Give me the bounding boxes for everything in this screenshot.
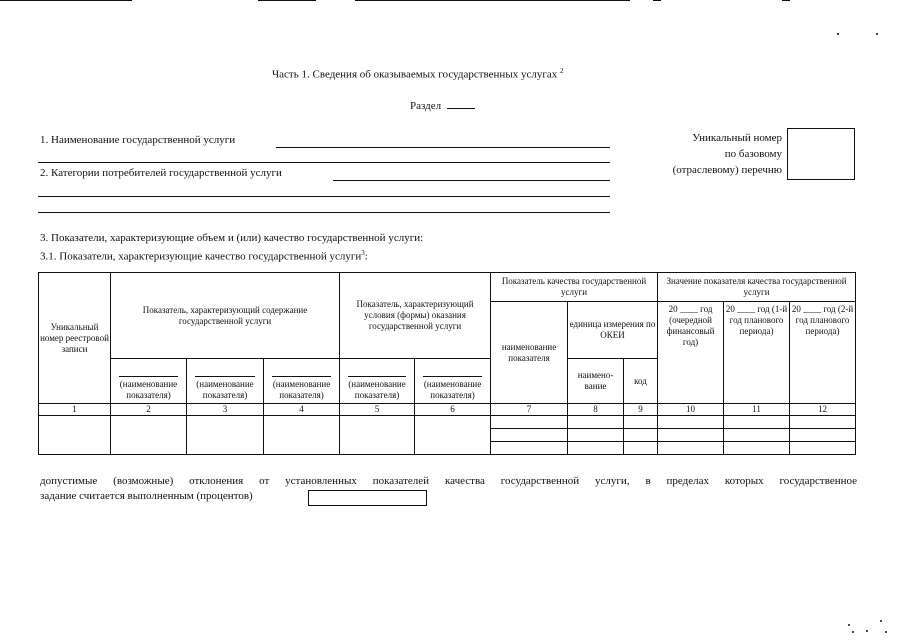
column-number: 4 xyxy=(264,404,340,416)
section31-title-text: 3.1. Показатели, характеризующие качество государственной услуги xyxy=(40,250,362,263)
part-title xyxy=(272,67,563,81)
consumers-label: 2. Категории потребителей государственной услуги xyxy=(40,167,282,179)
col-unit-name: наимено-вание xyxy=(568,359,624,404)
data-cell[interactable] xyxy=(658,429,724,442)
registry-label-line3: (отраслевому) перечню xyxy=(672,164,782,176)
column-number: 3 xyxy=(187,404,264,416)
registry-number-box[interactable] xyxy=(787,128,855,180)
column-number: 12 xyxy=(790,404,856,416)
scan-mark-line xyxy=(258,0,316,1)
scan-mark-line xyxy=(782,0,790,1)
deviation-percent-field[interactable] xyxy=(308,490,427,506)
data-cell[interactable] xyxy=(624,416,658,429)
registry-label-line1: Уникальный номер xyxy=(692,132,782,144)
scan-mark-line xyxy=(653,0,661,1)
data-cell[interactable] xyxy=(624,442,658,455)
section-number-field[interactable] xyxy=(447,108,475,109)
data-cell[interactable] xyxy=(568,416,624,429)
deviation-line1: допустимые (возможные) отклонения от установленных показателей качества государственной услуги, в пределах которых государственное xyxy=(40,475,857,487)
col-quality-indicator: Показатель качества государственной услуги xyxy=(491,273,658,302)
deviation-line2: задание считается выполненным (процентов) xyxy=(40,490,253,502)
sub-indicator-cell[interactable] xyxy=(111,359,187,404)
data-cell[interactable] xyxy=(340,416,415,455)
data-cell[interactable] xyxy=(111,416,187,455)
sub-indicator-label: (наименование показателя) xyxy=(196,379,254,400)
col-quality-name: наименование показателя xyxy=(491,302,568,404)
sub-indicator-cell[interactable] xyxy=(340,359,415,404)
scan-speck xyxy=(848,624,850,626)
data-cell[interactable] xyxy=(415,416,491,455)
data-cell[interactable] xyxy=(790,416,856,429)
table-row xyxy=(39,416,856,429)
sub-indicator-underline xyxy=(423,376,481,377)
col-year1: 20 ____ год (очередной финансовый год) xyxy=(658,302,724,404)
data-cell[interactable] xyxy=(658,442,724,455)
data-cell[interactable] xyxy=(724,416,790,429)
column-number: 7 xyxy=(491,404,568,416)
service-name-label: 1. Наименование государственной услуги xyxy=(40,134,236,146)
scan-speck xyxy=(876,33,878,35)
data-cell[interactable] xyxy=(187,416,264,455)
sub-indicator-cell[interactable] xyxy=(264,359,340,404)
column-number: 5 xyxy=(340,404,415,416)
sub-indicator-label: (наименование показателя) xyxy=(272,379,331,400)
data-cell[interactable] xyxy=(39,416,111,455)
scan-speck xyxy=(837,33,839,35)
quality-indicators-table xyxy=(38,272,856,455)
registry-label-line2: по базовому xyxy=(724,148,782,160)
sub-indicator-underline xyxy=(119,376,177,377)
deviation-paragraph xyxy=(40,474,857,504)
service-name-field[interactable] xyxy=(276,147,610,148)
data-cell[interactable] xyxy=(491,442,568,455)
data-cell[interactable] xyxy=(790,429,856,442)
col-unit-okei: единица измерения по ОКЕИ xyxy=(568,302,658,359)
sub-indicator-underline xyxy=(195,376,254,377)
sub-indicator-label: (наименование показателя) xyxy=(119,379,178,400)
data-cell[interactable] xyxy=(568,429,624,442)
consumers-field-line3[interactable] xyxy=(38,212,610,213)
column-number: 9 xyxy=(624,404,658,416)
column-number: 2 xyxy=(111,404,187,416)
column-number: 10 xyxy=(658,404,724,416)
scan-mark-line xyxy=(0,0,132,1)
data-cell[interactable] xyxy=(790,442,856,455)
sub-indicator-label: (наименование показателя) xyxy=(348,379,406,400)
column-number: 6 xyxy=(415,404,491,416)
data-cell[interactable] xyxy=(624,429,658,442)
data-cell[interactable] xyxy=(264,416,340,455)
section31-title: 3.1. Показатели, характеризующие качество государственной услуги$^3$: xyxy=(40,249,368,263)
consumers-field[interactable] xyxy=(333,180,610,181)
scan-mark-line xyxy=(355,0,630,1)
col-unit-code: код xyxy=(624,359,658,404)
scan-speck xyxy=(885,631,887,633)
column-number: 1 xyxy=(39,404,111,416)
col-year3: 20 ____ год (2-й год планового периода) xyxy=(790,302,856,404)
data-cell[interactable] xyxy=(658,416,724,429)
data-cell[interactable] xyxy=(724,442,790,455)
sub-indicator-label: (наименование показателя) xyxy=(423,379,482,400)
column-number: 8 xyxy=(568,404,624,416)
col-year2: 20 ____ год (1-й год планового периода) xyxy=(724,302,790,404)
sub-indicator-cell[interactable] xyxy=(187,359,264,404)
data-cell[interactable] xyxy=(568,442,624,455)
column-number: 11 xyxy=(724,404,790,416)
sub-indicator-underline xyxy=(348,376,406,377)
consumers-field-line2[interactable] xyxy=(38,196,610,197)
data-cell[interactable] xyxy=(491,429,568,442)
section-number xyxy=(410,100,475,112)
scan-speck xyxy=(852,631,854,633)
col-quality-value: Значение показателя качества государственной услуги xyxy=(658,273,856,302)
registry-label xyxy=(673,130,782,178)
section31-footnote: 3 xyxy=(361,249,365,257)
part-title-text: Часть 1. Сведения об оказываемых государственных услугах xyxy=(272,68,558,81)
col-content-indicator: Показатель, характеризующий содержание государственной услуги xyxy=(111,273,340,359)
scan-speck xyxy=(880,620,882,622)
part-footnote: 2 xyxy=(559,67,564,75)
sub-indicator-underline xyxy=(272,376,330,377)
col-conditions-indicator: Показатель, характеризующий условия (формы) оказания государственной услуги xyxy=(340,273,491,359)
sub-indicator-cell[interactable] xyxy=(415,359,491,404)
column-numbers-row xyxy=(39,404,856,416)
data-cell[interactable] xyxy=(724,429,790,442)
service-name-field-line2[interactable] xyxy=(38,162,610,163)
section3-title: 3. Показатели, характеризующие объем и (или) качество государственной услуги: xyxy=(40,232,424,244)
scan-speck xyxy=(866,630,868,632)
data-cell[interactable] xyxy=(491,416,568,429)
col-unique-number: Уникальный номер реестровой записи xyxy=(39,273,111,404)
section-label: Раздел xyxy=(410,100,442,112)
